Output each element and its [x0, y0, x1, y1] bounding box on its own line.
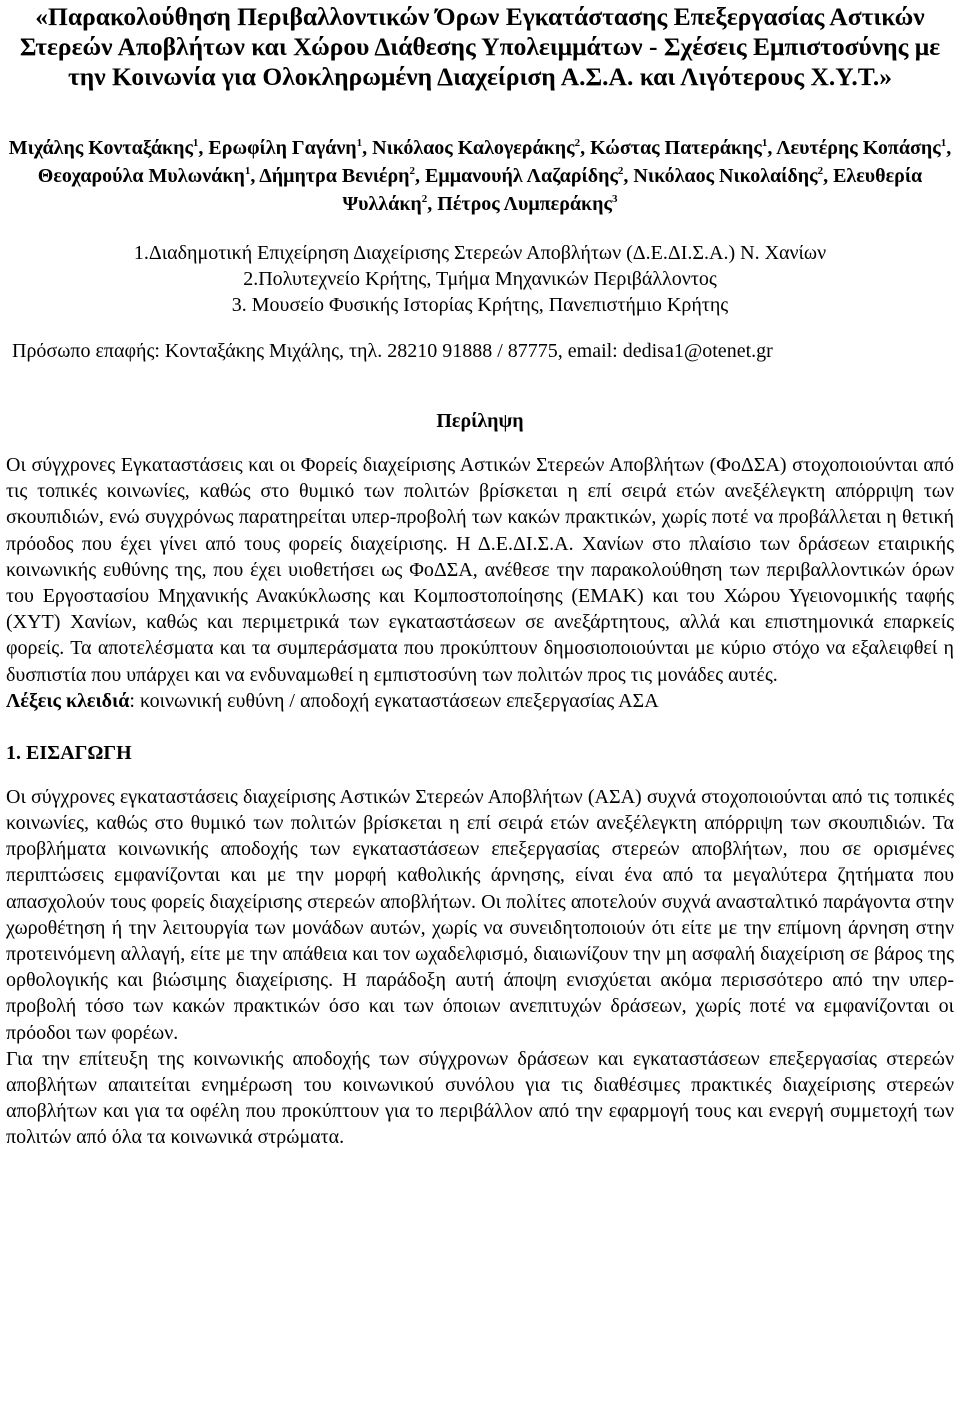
author: Ερωφίλη Γαγάνη$^1$: [208, 137, 363, 159]
author-list: Μιχάλης Κονταξάκης$^1$, Ερωφίλη Γαγάνη$^1$, Νικόλαος Καλογεράκης$^2$, Κώστας Πατεράκης$^1$, Λευτέρης Κοπάσης$^1$, Θεοχαρούλα Μυλωνάκη$^1$, Δήμητρα Βενιέρη$^2$, Εμμανουήλ Λαζαρίδης$^2$, Νικόλαος Νικολαίδης$^2$, Ελευθερία Ψυλλάκη$^2$, Πέτρος Λυμπεράκης$^3$: [8, 137, 952, 215]
affiliation: 1.Διαδημοτική Επιχείρηση Διαχείρισης Στερεών Αποβλήτων (Δ.Ε.ΔΙ.Σ.Α.) Ν. Χανίων: [133, 242, 827, 264]
author: Ελευθερία Ψυλλάκη$^2$: [342, 165, 923, 215]
author: Κώστας Πατεράκης$^1$: [590, 137, 768, 159]
author: Εμμανουήλ Λαζαρίδης$^2$: [425, 165, 624, 187]
section-heading-introduction: 1. ΕΙΣΑΓΩΓΗ: [6, 741, 132, 764]
author: Θεοχαρούλα Μυλωνάκη$^1$: [37, 165, 251, 187]
keywords-text: : κοινωνική ευθύνη / αποδοχή εγκαταστάσεων επεξεργασίας ΑΣΑ: [129, 689, 659, 712]
paper-title: «Παρακολούθηση Περιβαλλοντικών Όρων Εγκατάστασης Επεξεργασίας Αστικών Στερεών Αποβλήτων και Χώρου Διάθεσης Υπολειμμάτων - Σχέσεις Εμπιστοσύνης με την Κοινωνία για Ολοκληρωμένη Διαχείριση Α.Σ.Α. και Λιγότερους Χ.Υ.Τ.»: [19, 2, 941, 91]
author: Νικόλαος Νικολαίδης$^2$: [633, 165, 824, 187]
affiliation: 3. Μουσείο Φυσικής Ιστορίας Κρήτης, Πανεπιστήμιο Κρήτης: [231, 294, 729, 316]
author: Πέτρος Λυμπεράκης$^3$: [437, 193, 618, 215]
introduction-paragraph: Οι σύγχρονες εγκαταστάσεις διαχείρισης Αστικών Στερεών Αποβλήτων (ΑΣΑ) συχνά στοχοποιούνται από τις τοπικές κοινωνίες, καθώς στο θυμικό των πολιτών βρίσκεται η επί σειρά ετών ανεξέλεγκτη απόρριψη των σκουπιδιών. Τα προβλήματα κοινωνικής αποδοχής των εγκαταστάσεων επεξεργασίας στερεών αποβλήτων, που σε ορισμένες περιπτώσεις εμφανίζονται και με την μορφή καθολικής άρνησης, είναι ένα από τα μεγαλύτερα ζητήματα που απασχολούν τους φορείς διαχείρισης στερεών αποβλήτων. Οι πολίτες αποτελούν συχνά ανασταλτικό παράγοντα στην χωροθέτηση ή την λειτουργία των μονάδων αυτών, χωρίς να συνειδητοποιούν ότι είτε με την επίμονη άρνηση στην προτεινόμενη αλλαγή, είτε με την απάθεια και τον ωχαδελφισμό, διαιωνίζουν την μη ασφαλή διαχείριση σε βάρος της ορθολογικής και βιώσιμης διαχείρισης. Η παράδοξη αυτή άποψη ενισχύεται ακόμα περισσότερο από την υπερ-προβολή τόσο των κακών πρακτικών όσο και των όποιων ανεπιτυχών δράσεων, χωρίς ποτέ να εμφανίζονται οι πρόοδοι των φορέων.: [6, 785, 954, 1044]
keywords-label: Λέξεις κλειδιά: [6, 689, 130, 712]
abstract-body: Οι σύγχρονες Εγκαταστάσεις και οι Φορείς διαχείρισης Αστικών Στερεών Αποβλήτων (ΦοΔΣΑ) στοχοποιούνται από τις τοπικές κοινωνίες, καθώς στο θυμικό των πολιτών βρίσκεται η επί σειρά ετών ανεξέλεγκτη απόρριψη των σκουπιδιών, ενώ συγχρόνως παρατηρείται υπερ-προβολή των κακών πρακτικών, χωρίς ποτέ να προβάλλεται η θετική πρόοδος που έχει γίνει από τους φορείς διαχείρισης. Η Δ.Ε.ΔΙ.Σ.Α. Χανίων στο πλαίσιο των δράσεων εταιρικής κοινωνικής ευθύνης της, που έχει υιοθετήσει ως ΦοΔΣΑ, ανέθεσε την παρακολούθηση των περιβαλλοντικών όρων του Εργοστασίου Μηχανικής Ανακύκλωσης και Κομποστοποίησης (ΕΜΑΚ) και του Χώρου Υγειονομικής ταφής (ΧΥΤ) Χανίων, καθώς και περιμετρικά των εγκαταστάσεων σε ανεξάρτητους, αλλά και επιστημονικά επαρκείς φορείς. Τα αποτελέσματα και τα συμπεράσματα που προκύπτουν δημοσιοποιούνται με κύριο στόχο να εξαλειφθεί η δυσπιστία που υπάρχει και να ενδυναμωθεί η εμπιστοσύνη των πολιτών προς τις μονάδες αυτές.: [6, 454, 954, 686]
author: Δήμητρα Βενιέρη$^2$: [259, 165, 416, 187]
contact-info: Πρόσωπο επαφής: Κονταξάκης Μιχάλης, τηλ. 28210 91888 / 87775, email: dedisa1@otenet.gr: [12, 340, 773, 362]
affiliation-list: [6, 240, 954, 318]
abstract-heading: Περίληψη: [436, 410, 524, 432]
introduction-paragraph: Για την επίτευξη της κοινωνικής αποδοχής των σύγχρονων δράσεων και εγκαταστάσεων επεξεργασίας στερεών αποβλήτων απαιτείται ενημέρωση του κοινωνικού συνόλου για τις διαθέσιμες πρακτικές διαχείρισης στερεών αποβλήτων και για τα οφέλη που προκύπτουν για το περιβάλλον από την εφαρμογή τους και ενεργή συμμετοχή των πολιτών από όλα τα κοινωνικά στρώματα.: [6, 1047, 954, 1149]
keywords: [6, 688, 954, 714]
author: Νικόλαος Καλογεράκης$^2$: [372, 137, 581, 159]
affiliation: 2.Πολυτεχνείο Κρήτης, Τμήμα Μηχανικών Περιβάλλοντος: [243, 268, 717, 290]
author: Λευτέρης Κοπάσης$^1$: [776, 137, 947, 159]
author: Μιχάλης Κονταξάκης$^1$: [8, 137, 199, 159]
